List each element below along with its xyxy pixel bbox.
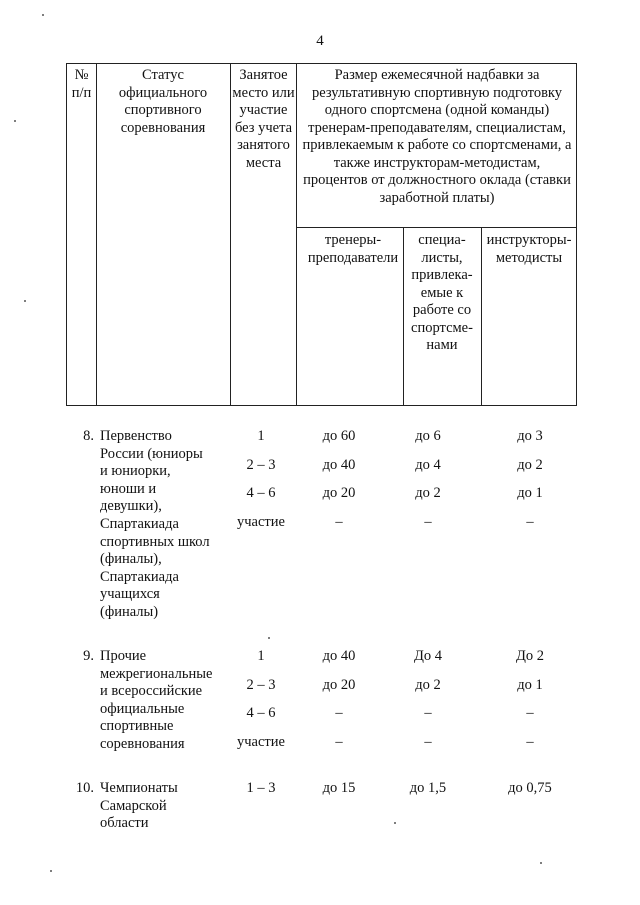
row-instructors-value: До 2 xyxy=(515,648,545,664)
row-trainers-value: – xyxy=(335,705,343,721)
row-specialists-value: до 4 xyxy=(415,456,441,473)
row-status-line: юноши и xyxy=(100,480,157,497)
row-trainers-value: до 15 xyxy=(322,780,356,796)
row-instructors-value: до 1 xyxy=(517,485,543,501)
row-status-line: спортивные xyxy=(100,718,174,735)
row-specialists-value: до 1,5 xyxy=(409,780,447,796)
border-right xyxy=(576,63,577,406)
row-trainers-value: – xyxy=(335,733,343,750)
row-place: 4 – 6 xyxy=(246,485,276,501)
row-status-line: Спартакиада xyxy=(100,516,179,532)
header-size: Размер ежемесячной надбавки за результативную спортивную подготовку одного спортсмена (одной команды) тренерам-преподавателям, специалистам, привлекаемым к работе со спортсменами, а также инструкторам-методистам, процентов от должностного оклада (ставки заработной платы) xyxy=(302,67,572,206)
header-specialists: специа-листы, привлека-емые к работе со спортсме-нами xyxy=(411,232,473,353)
row-place: участие xyxy=(237,733,285,750)
row-specialists-value: до 2 xyxy=(415,485,441,501)
table-header xyxy=(66,63,577,406)
row-instructors-value: – xyxy=(526,733,534,750)
row-status-line: Чемпионаты xyxy=(100,780,178,796)
divider-sub-1 xyxy=(403,227,404,406)
row-specialists-value: – xyxy=(424,705,432,721)
row-place: 4 – 6 xyxy=(246,705,276,721)
row-number: 8. xyxy=(83,428,94,444)
row-specialists-value: до 2 xyxy=(415,676,441,693)
divider-subheader xyxy=(296,227,577,228)
row-number: 9. xyxy=(83,648,94,664)
row-instructors-value: до 1 xyxy=(517,676,543,693)
header-num: № п/п xyxy=(71,67,92,101)
row-status-line: соревнования xyxy=(100,736,185,752)
row-status-line: спортивных школ xyxy=(100,533,210,550)
row-instructors-value: до 0,75 xyxy=(508,780,552,796)
row-status-line: Спартакиада xyxy=(100,568,179,585)
row-status-line: межрегиональные xyxy=(100,665,213,682)
header-instructors: инструкторы-методисты xyxy=(486,232,572,266)
row-status-line: России (юниоры xyxy=(100,445,203,462)
row-status-line: Самарской xyxy=(100,797,167,814)
row-trainers-value: до 60 xyxy=(322,428,356,444)
row-status-line: официальные xyxy=(100,700,185,717)
header-status: Статус официального спортивного соревнования xyxy=(118,67,208,136)
border-top xyxy=(66,63,577,64)
row-specialists-value: – xyxy=(424,733,432,750)
row-specialists-value: до 6 xyxy=(415,428,441,444)
row-status-line: девушки), xyxy=(100,498,162,515)
row-place: 1 xyxy=(257,648,265,664)
row-trainers-value: до 40 xyxy=(322,456,356,473)
border-bottom xyxy=(66,405,577,406)
divider-num xyxy=(96,63,97,406)
divider-place xyxy=(296,63,297,406)
row-trainers-value: до 20 xyxy=(322,485,356,501)
row-specialists-value: До 4 xyxy=(413,648,443,664)
row-place: участие xyxy=(237,513,285,530)
row-trainers-value: – xyxy=(335,513,343,530)
row-place: 1 – 3 xyxy=(246,780,276,796)
row-trainers-value: до 20 xyxy=(322,676,356,693)
row-trainers-value: до 40 xyxy=(322,648,356,664)
row-number: 10. xyxy=(75,780,94,796)
row-status-line: (финалы), xyxy=(100,551,162,568)
row-status-line: и юниорки, xyxy=(100,463,171,480)
row-instructors-value: – xyxy=(526,705,534,721)
row-instructors-value: – xyxy=(526,513,534,530)
row-instructors-value: до 2 xyxy=(517,456,543,473)
row-instructors-value: до 3 xyxy=(517,428,543,444)
row-status-line: учащихся xyxy=(100,586,160,603)
header-place: Занятое место или участие без учета занятого места xyxy=(232,67,295,171)
row-status-line: Прочие xyxy=(100,648,147,664)
row-place: 2 – 3 xyxy=(246,456,276,473)
page-number: 4 xyxy=(316,33,324,49)
row-status-line: Первенство xyxy=(100,428,172,444)
header-trainers: тренеры-преподаватели xyxy=(307,232,399,266)
row-specialists-value: – xyxy=(424,513,432,530)
row-status-line: и всероссийские xyxy=(100,683,203,700)
row-place: 2 – 3 xyxy=(246,676,276,693)
border-left xyxy=(66,63,67,406)
row-status-line: области xyxy=(100,815,149,832)
row-status-line: (финалы) xyxy=(100,604,159,620)
row-place: 1 xyxy=(257,428,265,444)
